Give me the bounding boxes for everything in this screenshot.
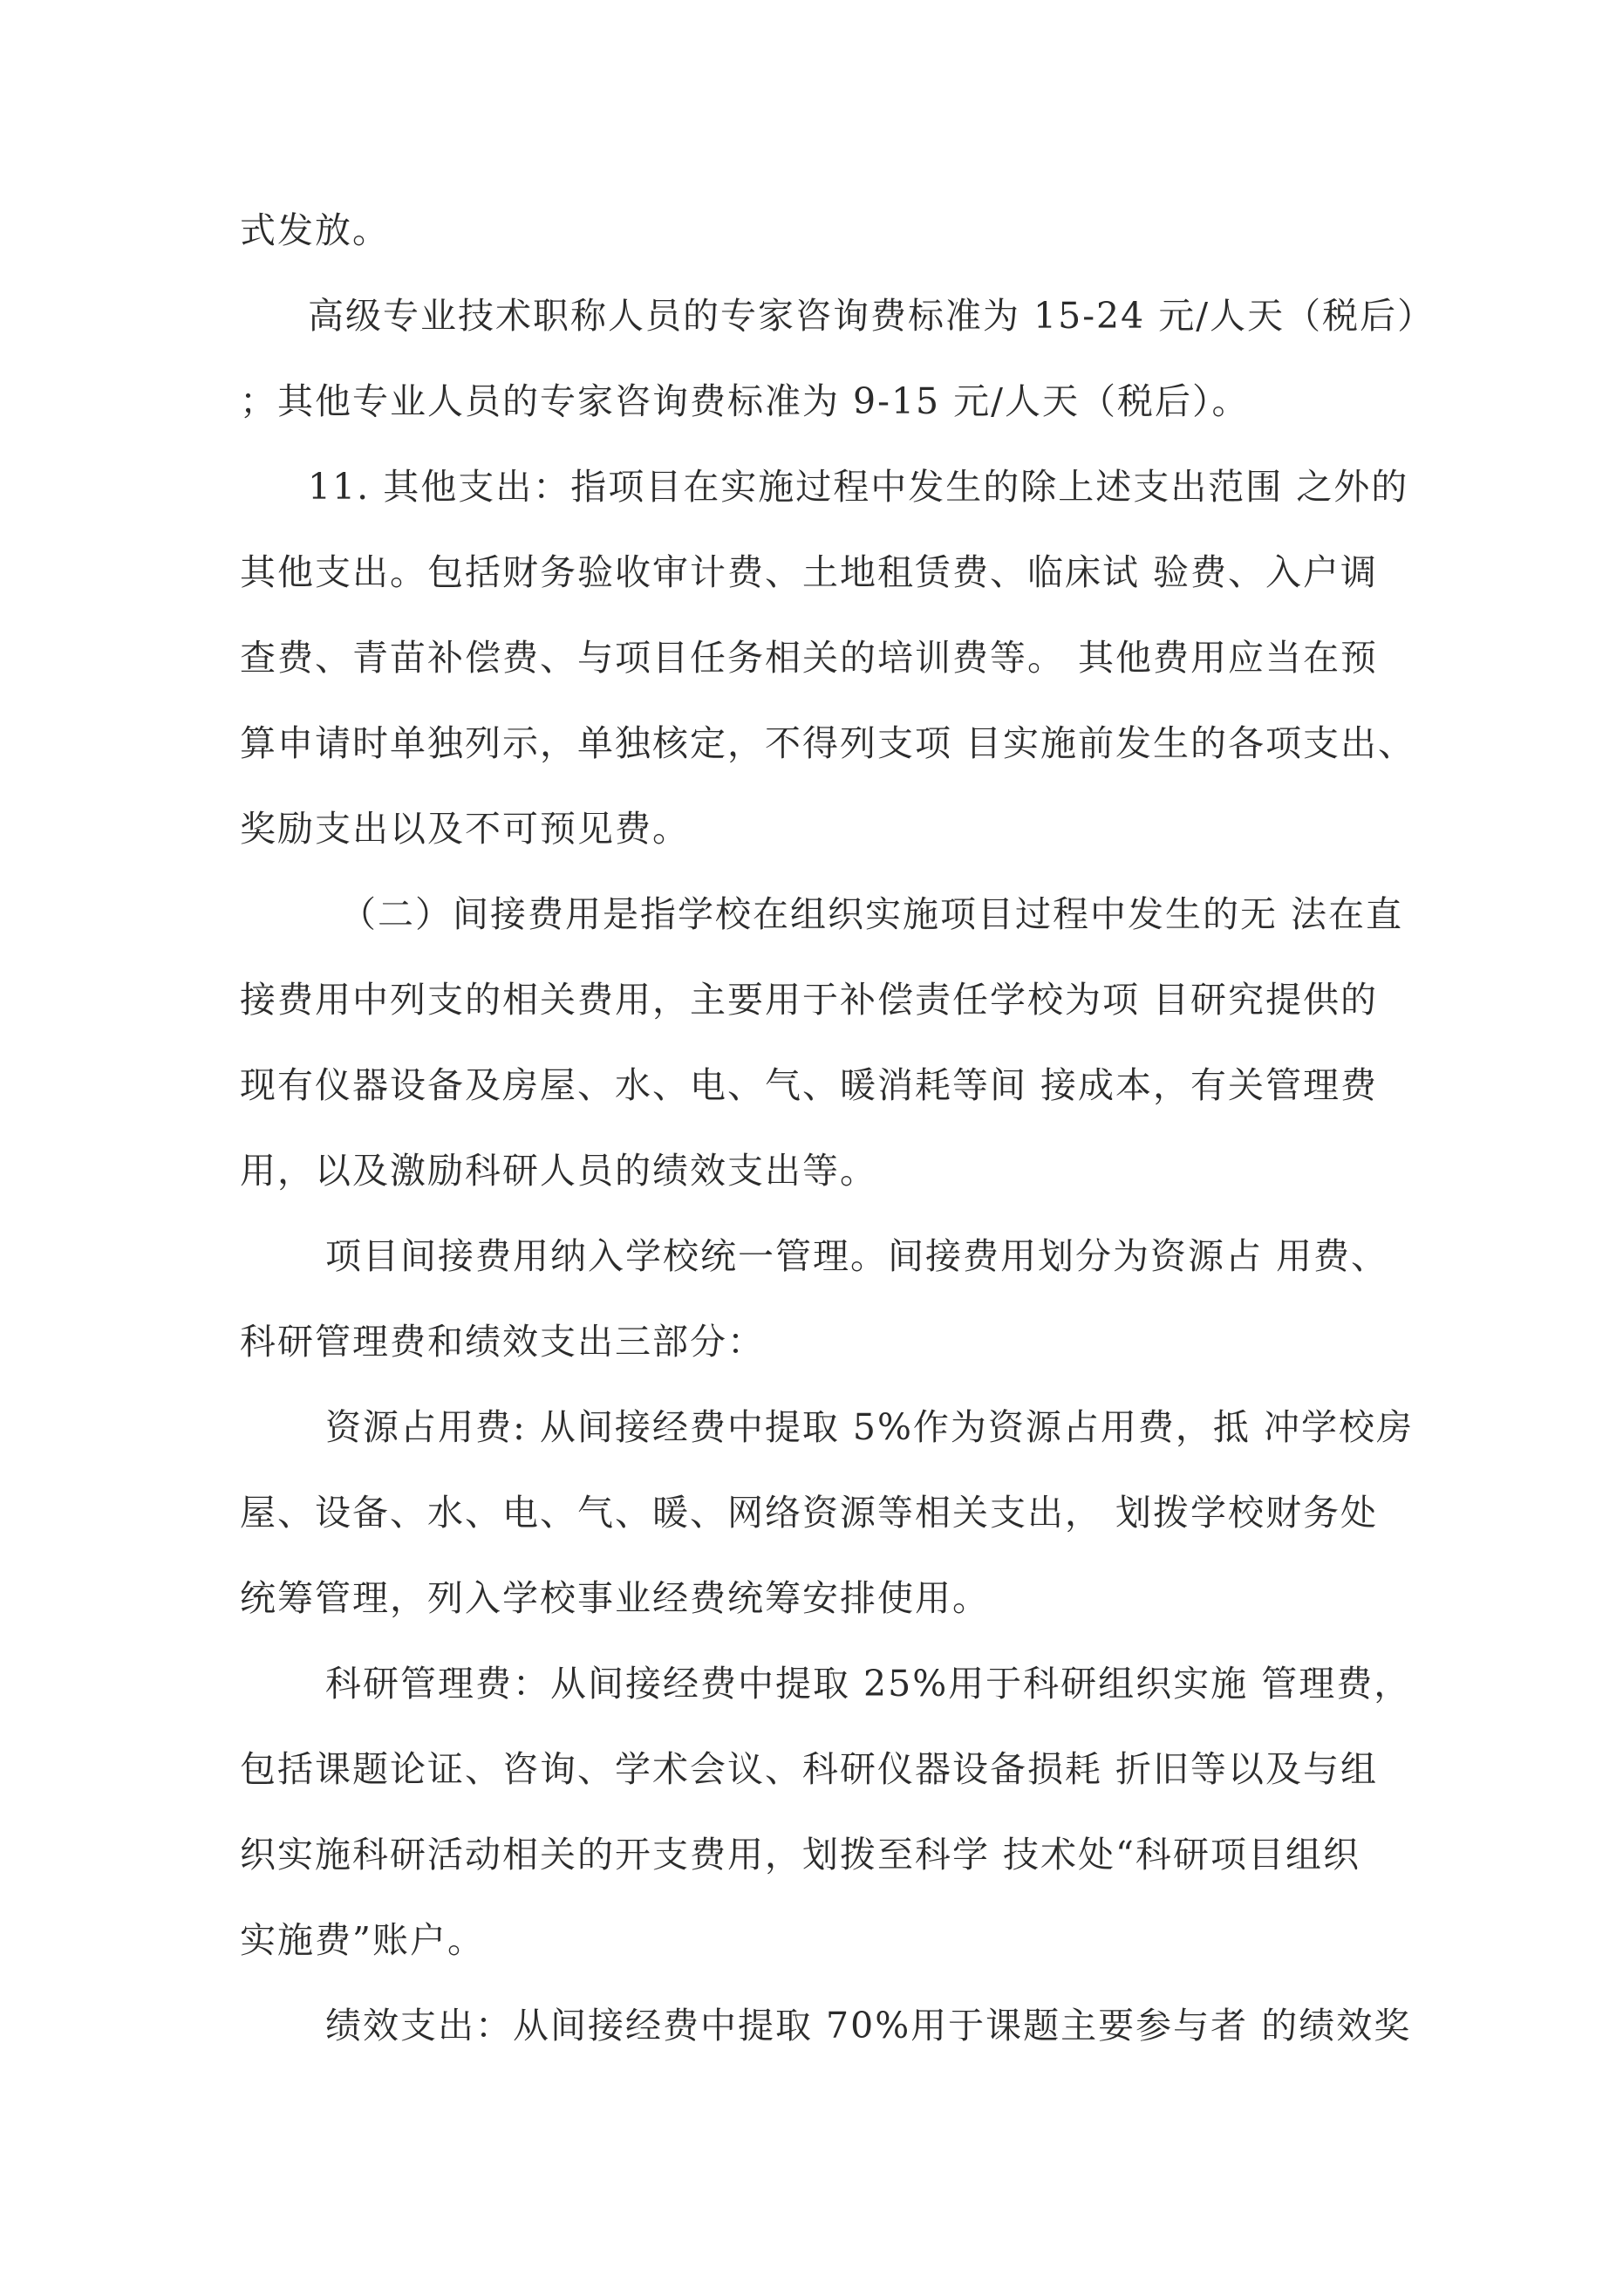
text-line: 科研管理费和绩效支出三部分： (240, 1321, 765, 1363)
text-line: 11. 其他支出：指项目在实施过程中发生的除上述支出范围 之外的 (308, 466, 1409, 508)
text-line: 查费、青苗补偿费、与项目任务相关的培训费等。 其他费用应当在预 (240, 637, 1379, 679)
text-line: 绩效支出：从间接经费中提取 70%用于课题主要参与者 的绩效奖 (325, 2005, 1412, 2047)
document-body (240, 188, 1435, 2068)
text-line: 式发放。 (240, 209, 390, 251)
text-line: 奖励支出以及不可预见费。 (240, 808, 690, 850)
text-line: 现有仪器设备及房屋、水、电、气、暖消耗等间 接成本，有关管理费 (240, 1064, 1379, 1106)
text-line: 高级专业技术职称人员的专家咨询费标准为 15-24 元/人天（税后） (308, 295, 1435, 337)
text-line: 算申请时单独列示，单独核定，不得列支项 目实施前发生的各项支出、 (240, 722, 1416, 764)
text-line: 资源占用费: 从间接经费中提取 5%作为资源占用费，抵 冲学校房 (325, 1406, 1414, 1448)
text-line: （二）间接费用是指学校在组织实施项目过程中发生的无 法在直 (340, 893, 1404, 935)
text-line: 接费用中列支的相关费用，主要用于补偿责任学校为项 目研究提供的 (240, 979, 1379, 1021)
text-line: 包括课题论证、咨询、学术会议、科研仪器设备损耗 折旧等以及与组 (240, 1748, 1379, 1790)
text-line: 科研管理费：从间接经费中提取 25%用于科研组织实施 管理费， (325, 1663, 1412, 1705)
text-line: 统筹管理，列入学校事业经费统筹安排使用。 (240, 1577, 990, 1619)
text-line: 项目间接费用纳入学校统一管理。间接费用划分为资源占 用费、 (325, 1235, 1389, 1277)
text-line: 屋、设备、水、电、气、暖、网络资源等相关支出， 划拨学校财务处 (240, 1492, 1379, 1534)
text-line: 用，以及激励科研人员的绩效支出等。 (240, 1150, 877, 1192)
text-line: 实施费”账户。 (240, 1919, 485, 1961)
text-line: 织实施科研活动相关的开支费用，划拨至科学 技术处“科研项目组织 (240, 1834, 1360, 1876)
text-line: ；其他专业人员的专家咨询费标准为 9-15 元/人天（税后）。 (240, 380, 1250, 422)
text-line: 其他支出。包括财务验收审计费、土地租赁费、临床试 验费、入户调 (240, 551, 1379, 593)
